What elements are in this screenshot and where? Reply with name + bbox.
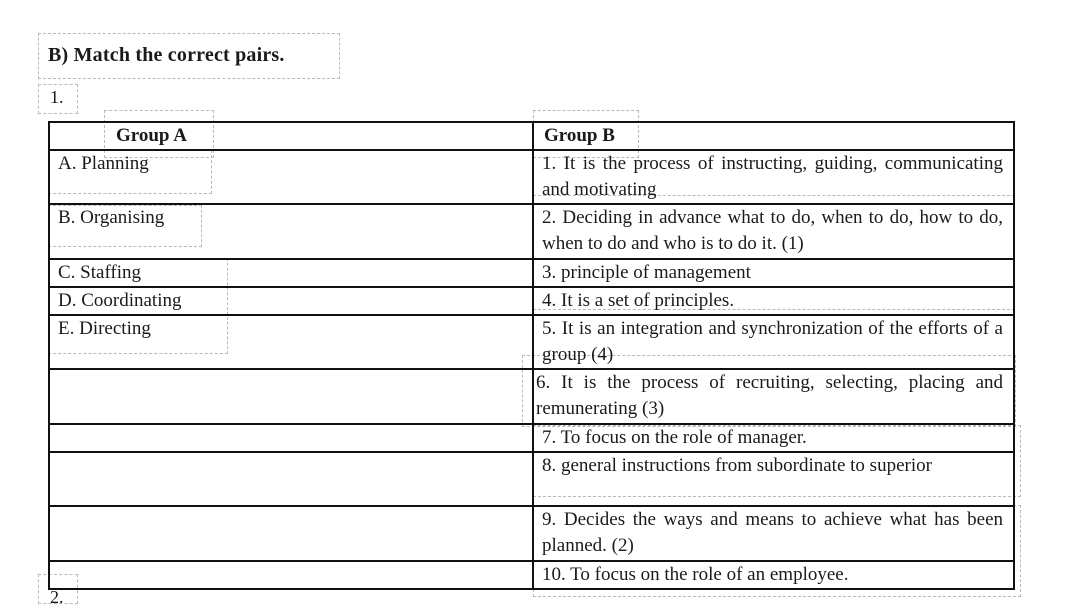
group-b-header: Group B: [533, 122, 1014, 150]
group-a-header: Group A: [49, 122, 533, 150]
match-table: [48, 121, 1015, 590]
question-number: 1.: [50, 87, 64, 107]
table-row: [49, 287, 1014, 315]
group-b-cell: 5. It is an integration and synchronization of the efforts of a group (4): [533, 315, 1014, 369]
group-b-cell: 7. To focus on the role of manager.: [533, 424, 1014, 452]
group-a-cell: A. Planning: [49, 150, 533, 204]
header-row: [49, 122, 1014, 150]
group-b-cell: 4. It is a set of principles.: [533, 287, 1014, 315]
table-row: [49, 204, 1014, 259]
group-a-cell: B. Organising: [49, 204, 533, 259]
group-b-cell: 9. Decides the ways and means to achieve what has been planned. (2): [533, 506, 1014, 561]
group-b-cell: 8. general instructions from subordinate to superior: [533, 452, 1014, 506]
question-number: 2.: [50, 587, 64, 607]
section-heading: B) Match the correct pairs.: [48, 44, 285, 66]
group-a-cell: [49, 561, 533, 589]
group-a-cell: E. Directing: [49, 315, 533, 369]
group-b-cell: 1. It is the process of instructing, guiding, communicating and motivating: [533, 150, 1014, 204]
table-row: [49, 259, 1014, 287]
group-a-cell: [49, 424, 533, 452]
group-a-cell: D. Coordinating: [49, 287, 533, 315]
group-b-cell: 10. To focus on the role of an employee.: [533, 561, 1014, 589]
group-a-cell: C. Staffing: [49, 259, 533, 287]
group-a-cell: [49, 506, 533, 561]
table-row: [49, 506, 1014, 561]
group-a-cell: [49, 369, 533, 424]
group-b-cell: 3. principle of management: [533, 259, 1014, 287]
table-row: [49, 561, 1014, 589]
table-row: [49, 150, 1014, 204]
table-row: [49, 424, 1014, 452]
table-row: [49, 452, 1014, 506]
group-b-cell: 6. It is the process of recruiting, selecting, placing and remunerating (3): [533, 369, 1014, 424]
table-row: [49, 315, 1014, 369]
table-row: [49, 369, 1014, 424]
group-a-cell: [49, 452, 533, 506]
group-b-cell: 2. Deciding in advance what to do, when to do, how to do, when to do and who is to do it. (1): [533, 204, 1014, 259]
